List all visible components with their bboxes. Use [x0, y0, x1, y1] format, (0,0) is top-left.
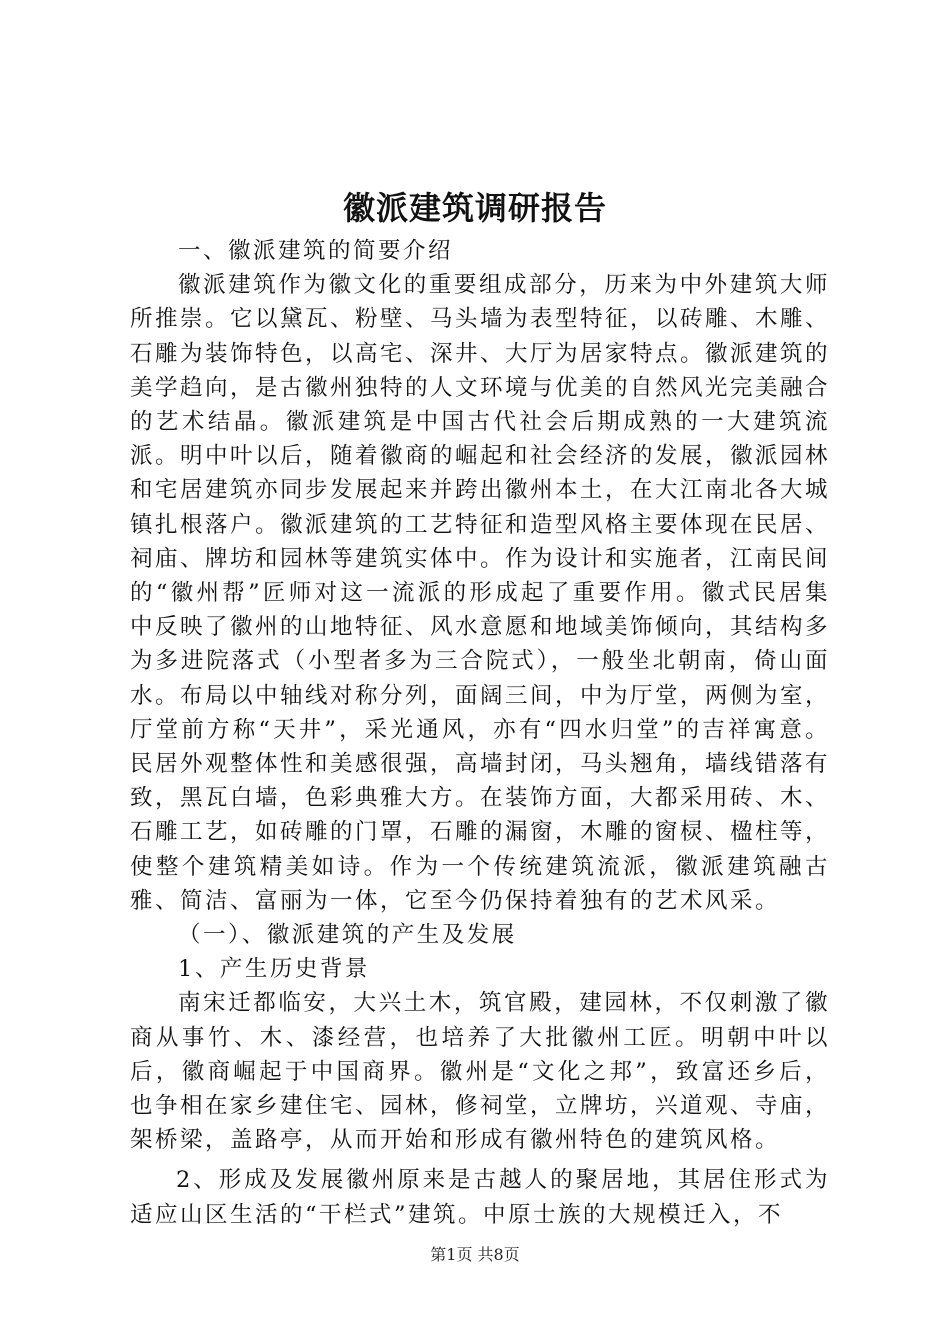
paragraph-background: 南宋迁都临安，大兴土木，筑官殿，建园林，不仅刺激了徽商从事竹、木、漆经营，也培养了大批徽州工匠。明朝中叶以后，徽商崛起于中国商界。徽州是“文化之邦”，致富还乡后，也争相在家乡建住宅、园林，修祠堂，立牌坊，兴道观、寺庙，架桥梁，盖路亭，从而开始和形成有徽州特色的建筑风格。	[130, 990, 831, 1154]
subheading-background: 1、产生历史背景	[178, 956, 370, 983]
page-footer: 第1页 共8页	[430, 1245, 520, 1264]
document-body	[130, 234, 830, 1232]
paragraph-formation: 2、形成及发展徽州原来是古越人的聚居地，其居住形式为适应山区生活的“干栏式”建筑。中原士族的大规模迁入，不	[130, 1167, 830, 1228]
document-title: 徽派建筑调研报告	[342, 189, 607, 227]
paragraph-intro: 徽派建筑作为徽文化的重要组成部分，历来为中外建筑大师所推崇。它以黛瓦、粉壁、马头墙为表型特征，以砖雕、木雕、石雕为装饰特色，以高宅、深井、大厅为居家特点。徽派建筑的美学趋向，是古徽州独特的人文环境与优美的自然风光完美融合的艺术结晶。徽派建筑是中国古代社会后期成熟的一大建筑流派。明中叶以后，随着徽商的崛起和社会经济的发展，徽派园林和宅居建筑亦同步发展起来并跨出徽州本土，在大江南北各大城镇扎根落户。徽派建筑的工艺特征和造型风格主要体现在民居、祠庙、牌坊和园林等建筑实体中。作为设计和实施者，江南民间的“徽州帮”匠师对这一流派的形成起了重要作用。徽式民居集中反映了徽州的山地特征、风水意愿和地域美饰倾向，其结构多为多进院落式（小型者多为三合院式），一般坐北朝南，倚山面水。布局以中轴线对称分列，面阔三间，中为厅堂，两侧为室，厅堂前方称“天井”，采光通风，亦有“四水归堂”的吉祥寓意。民居外观整体性和美感很强，高墙封闭，马头翘角，墙线错落有致，黑瓦白墙，色彩典雅大方。在装饰方面，大都采用砖、木、石雕工艺，如砖雕的门罩，石雕的漏窗，木雕的窗棂、楹柱等，使整个建筑精美如诗。作为一个传统建筑流派，徽派建筑融古雅、简洁、富丽为一体，它至今仍保持着独有的艺术风采。	[130, 272, 831, 914]
section-heading-origin: （一）、徽派建筑的产生及发展	[178, 922, 517, 949]
section-heading-intro: 一、徽派建筑的简要介绍	[178, 238, 454, 264]
